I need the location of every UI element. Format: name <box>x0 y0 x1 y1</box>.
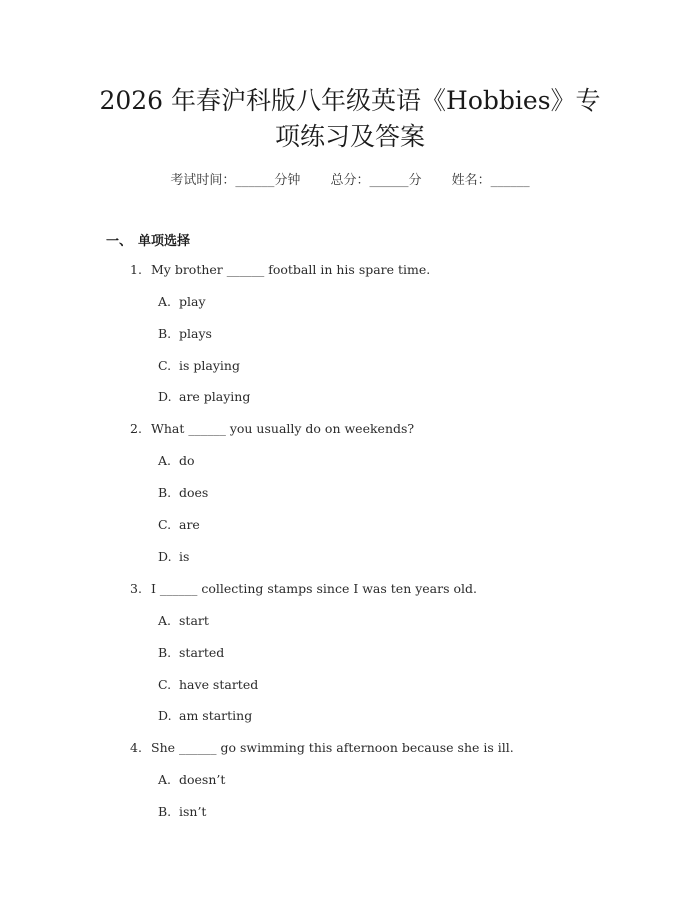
question-text: She ______ go swimming this afternoon because she is ill. <box>151 740 514 755</box>
question-4-option-a <box>158 772 225 787</box>
question-number: 3. <box>130 581 142 596</box>
question-2-option-c <box>158 517 200 532</box>
option-text: is <box>179 549 190 564</box>
exam-info <box>0 169 700 188</box>
exam-time-field <box>170 169 300 188</box>
option-letter: D. <box>158 549 172 564</box>
question-2 <box>130 421 414 436</box>
option-text: is playing <box>179 358 240 373</box>
option-letter: C. <box>158 358 172 373</box>
option-letter: B. <box>158 485 172 500</box>
question-text: I ______ collecting stamps since I was ten years old. <box>151 581 477 596</box>
option-text: does <box>179 485 209 500</box>
question-1 <box>130 262 430 277</box>
question-2-option-a <box>158 453 195 468</box>
question-1-option-c <box>158 358 240 373</box>
option-letter: A. <box>158 294 172 309</box>
option-text: started <box>179 645 225 660</box>
total-score-field <box>330 169 421 188</box>
option-letter: B. <box>158 326 172 341</box>
student-name-blank: ______ <box>490 173 530 188</box>
document-title-line-2: 项练习及答案 <box>274 122 425 151</box>
option-text: are <box>179 517 200 532</box>
option-text: isn’t <box>179 804 207 819</box>
total-score-unit: 分 <box>408 173 422 188</box>
question-1-option-b <box>158 326 212 341</box>
question-3-option-a <box>158 613 209 628</box>
question-3-option-c <box>158 677 258 692</box>
total-score-blank: ______ <box>369 173 409 188</box>
question-1-option-d <box>158 389 250 404</box>
question-text: My brother ______ football in his spare time. <box>151 262 431 277</box>
question-3-option-b <box>158 645 224 660</box>
option-letter: C. <box>158 677 172 692</box>
option-letter: A. <box>158 613 172 628</box>
option-text: play <box>179 294 206 309</box>
question-text: What ______ you usually do on weekends? <box>151 421 415 436</box>
option-text: have started <box>179 677 259 692</box>
option-text: start <box>179 613 209 628</box>
question-number: 1. <box>130 262 142 277</box>
option-letter: D. <box>158 708 172 723</box>
student-name-label: 姓名： <box>451 173 491 188</box>
section-heading <box>106 230 190 249</box>
section-number: 一、 <box>106 234 133 249</box>
option-letter: C. <box>158 517 172 532</box>
option-text: plays <box>179 326 212 341</box>
exam-time-label: 考试时间： <box>170 173 236 188</box>
section-title: 单项选择 <box>138 234 191 249</box>
question-number: 4. <box>130 740 142 755</box>
option-letter: B. <box>158 804 172 819</box>
student-name-field <box>452 169 530 188</box>
option-letter: A. <box>158 772 172 787</box>
question-3 <box>130 581 477 596</box>
question-number: 2. <box>130 421 142 436</box>
question-4 <box>130 740 514 755</box>
question-1-option-a <box>158 294 206 309</box>
option-letter: D. <box>158 389 172 404</box>
exam-time-blank: ______ <box>235 173 275 188</box>
question-3-option-d <box>158 708 252 723</box>
option-letter: B. <box>158 645 172 660</box>
option-text: am starting <box>179 708 253 723</box>
question-2-option-b <box>158 485 208 500</box>
document-title-line-1: 2026 年春沪科版八年级英语《Hobbies》专 <box>99 86 601 115</box>
question-4-option-b <box>158 804 206 819</box>
option-text: doesn’t <box>179 772 226 787</box>
option-text: are playing <box>179 389 251 404</box>
question-2-option-d <box>158 549 189 564</box>
exam-time-unit: 分钟 <box>274 173 301 188</box>
total-score-label: 总分： <box>330 173 370 188</box>
option-text: do <box>179 453 195 468</box>
option-letter: A. <box>158 453 172 468</box>
